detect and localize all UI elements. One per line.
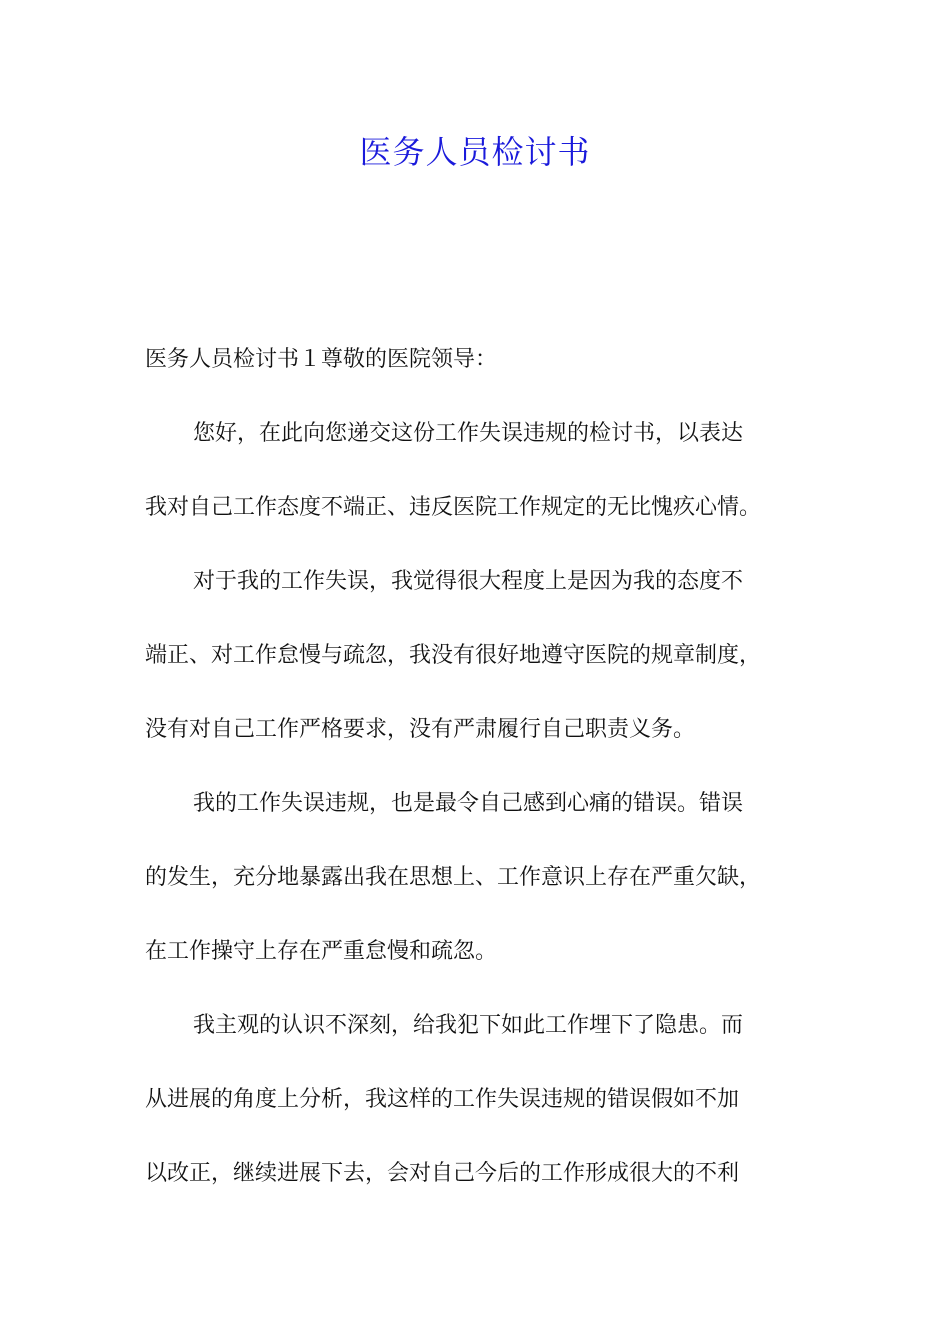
paragraph-4-line-2: 从进展的角度上分析，我这样的工作失误违规的错误假如不加 [145, 1087, 740, 1112]
paragraph-3-line-3: 在工作操守上存在严重怠慢和疏忽。 [145, 939, 498, 964]
document-title: 医务人员检讨书 [359, 133, 591, 171]
paragraph-2-line-3: 没有对自己工作严格要求，没有严肃履行自己职责义务。 [145, 717, 696, 742]
paragraph-4-line-3: 以改正，继续进展下去，会对自己今后的工作形成很大的不利 [145, 1161, 740, 1186]
salutation-line: 医务人员检讨书１尊敬的医院领导： [145, 347, 498, 372]
paragraph-1-line-2: 我对自己工作态度不端正、违反医院工作规定的无比愧疚心情。 [145, 495, 762, 520]
paragraph-4-line-1: 我主观的认识不深刻，给我犯下如此工作埋下了隐患。而 [193, 1013, 744, 1038]
paragraph-2-line-1: 对于我的工作失误，我觉得很大程度上是因为我的态度不 [193, 569, 744, 594]
paragraph-3-line-2: 的发生，充分地暴露出我在思想上、工作意识上存在严重欠缺， [145, 865, 762, 890]
paragraph-3-line-1: 我的工作失误违规，也是最令自己感到心痛的错误。错误 [193, 791, 744, 816]
paragraph-1-line-1: 您好，在此向您递交这份工作失误违规的检讨书，以表达 [193, 421, 744, 446]
paragraph-2-line-2: 端正、对工作怠慢与疏忽，我没有很好地遵守医院的规章制度， [145, 643, 762, 668]
